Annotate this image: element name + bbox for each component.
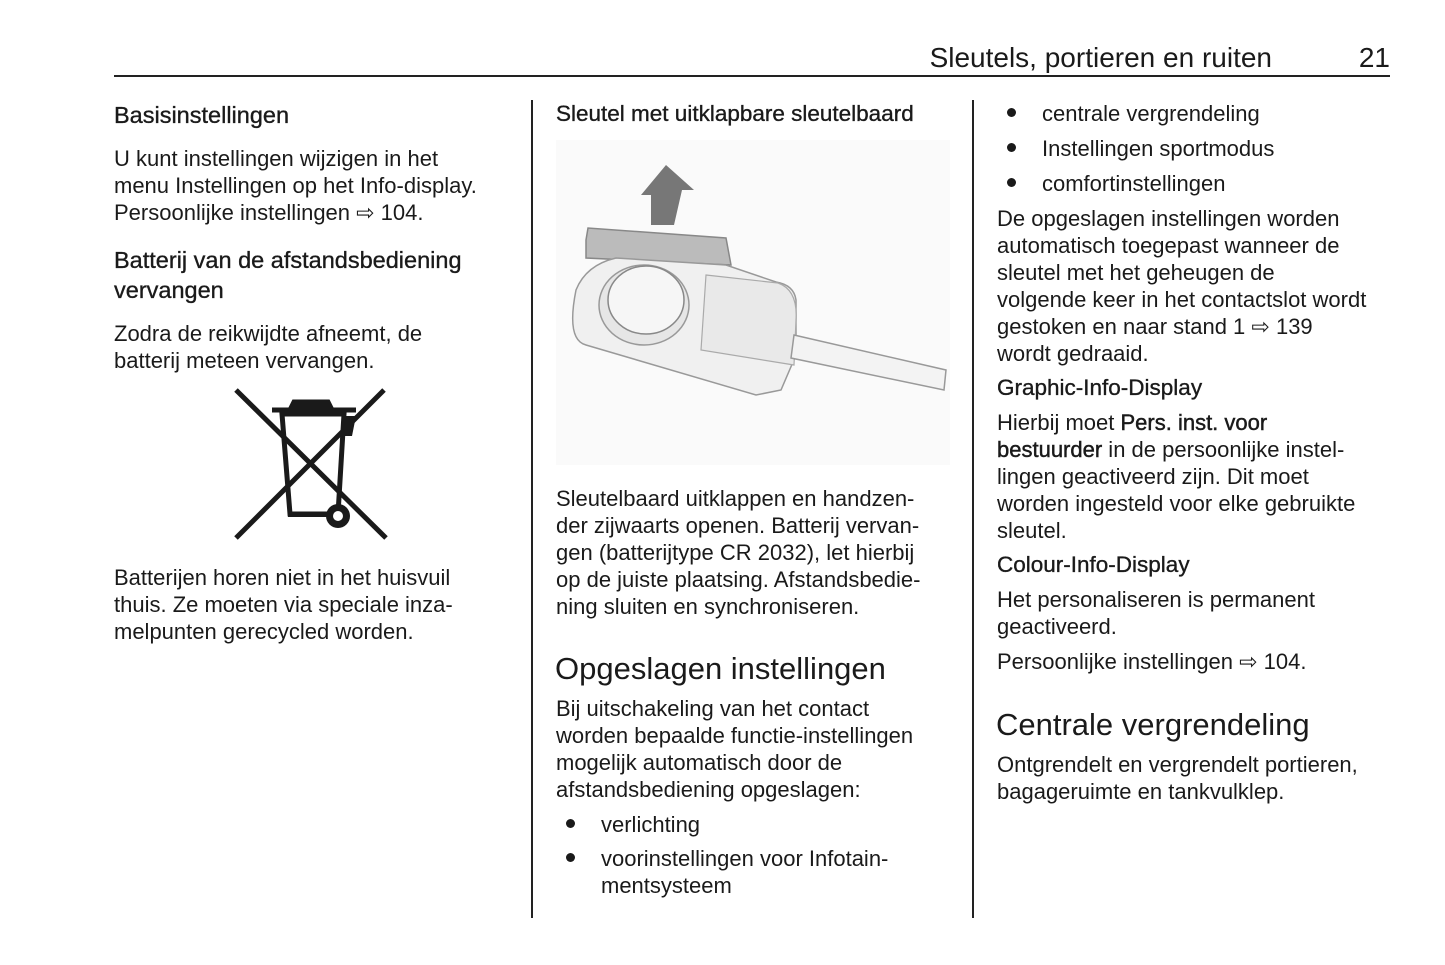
text: in de persoonlijke instel- lingen geactiveerd zijn. Dit moet worden ingesteld voor elke gebruikte sleutel. [997, 437, 1356, 543]
paragraph-colour-info-display: Het personaliseren is permanent geactiveerd. [997, 587, 1315, 639]
bullet-icon [566, 853, 575, 862]
heading-sleutel-uitklapbaar: Sleutel met uitklapbare sleutelbaard [556, 101, 914, 126]
paragraph-sleutel: Sleutelbaard uitklappen en handzen- der zijwaarts openen. Batterij vervan- gen (batterijtype CR 2032), let hierbij op de juiste plaatsing. Afstandsbedie- ning sluiten en synchroniseren. [556, 486, 921, 619]
paragraph-persoonlijke-instellingen-ref: Persoonlijke instellingen ⇨ 104. [997, 649, 1307, 674]
list-item: centrale vergrendeling [1042, 101, 1260, 126]
column-divider-1 [531, 100, 533, 918]
paragraph-graphic-info-display [997, 409, 1355, 544]
running-header-title: Sleutels, portieren en ruiten [929, 42, 1272, 73]
heading-graphic-info-display: Graphic-Info-Display [997, 375, 1203, 400]
heading-batterij-vervangen: Batterij van de afstandsbediening vervangen [114, 247, 462, 303]
column-divider-2 [972, 100, 974, 918]
bullet-icon [566, 819, 575, 828]
key-battery-replacement-illustration [556, 140, 950, 465]
paragraph-batterij: Zodra de reikwijdte afneemt, de batterij meteen vervangen. [114, 321, 423, 373]
bullet-icon [1007, 143, 1016, 152]
bullet-icon [1007, 178, 1016, 187]
bullet-icon [1007, 108, 1016, 117]
list-item: verlichting [601, 812, 701, 837]
menu-setting-name: Pers. inst. voor bestuurder [997, 410, 1268, 462]
paragraph-centrale-vergrendeling: Ontgrendelt en vergrendelt portieren, bagageruimte en tankvulklep. [997, 752, 1358, 804]
list-item: voorinstellingen voor Infotain- mentsysteem [601, 846, 889, 898]
paragraph-opgeslagen: Bij uitschakeling van het contact worden bepaalde functie-instellingen mogelijk automatisch door de afstandsbediening opgeslagen: [556, 696, 914, 802]
list-item: Instellingen sportmodus [1042, 136, 1275, 161]
header-rule [114, 75, 1390, 77]
page-number: 21 [1358, 42, 1390, 73]
list-item: comfortinstellingen [1042, 171, 1226, 196]
paragraph-recycling: Batterijen horen niet in het huisvuil thuis. Ze moeten via speciale inza- melpunten gerecycled worden. [114, 565, 453, 644]
paragraph-basisinstellingen: U kunt instellingen wijzigen in het menu Instellingen op het Info-display. Persoonlijke instellingen ⇨ 104. [114, 146, 477, 225]
paragraph-opgeslagen-toegepast: De opgeslagen instellingen worden automatisch toegepast wanneer de sleutel met het geheugen de volgende keer in het contactslot wordt gestoken en naar stand 1 ⇨ 139 wordt gedraaid. [997, 206, 1367, 366]
heading-basisinstellingen: Basisinstellingen [114, 102, 290, 128]
heading-colour-info-display: Colour-Info-Display [997, 552, 1190, 577]
text: Hierbij moet [997, 410, 1121, 435]
crossed-out-wheelie-bin-icon [232, 386, 390, 542]
heading-centrale-vergrendeling: Centrale vergrendeling [996, 707, 1310, 742]
heading-opgeslagen-instellingen: Opgeslagen instellingen [555, 651, 886, 686]
